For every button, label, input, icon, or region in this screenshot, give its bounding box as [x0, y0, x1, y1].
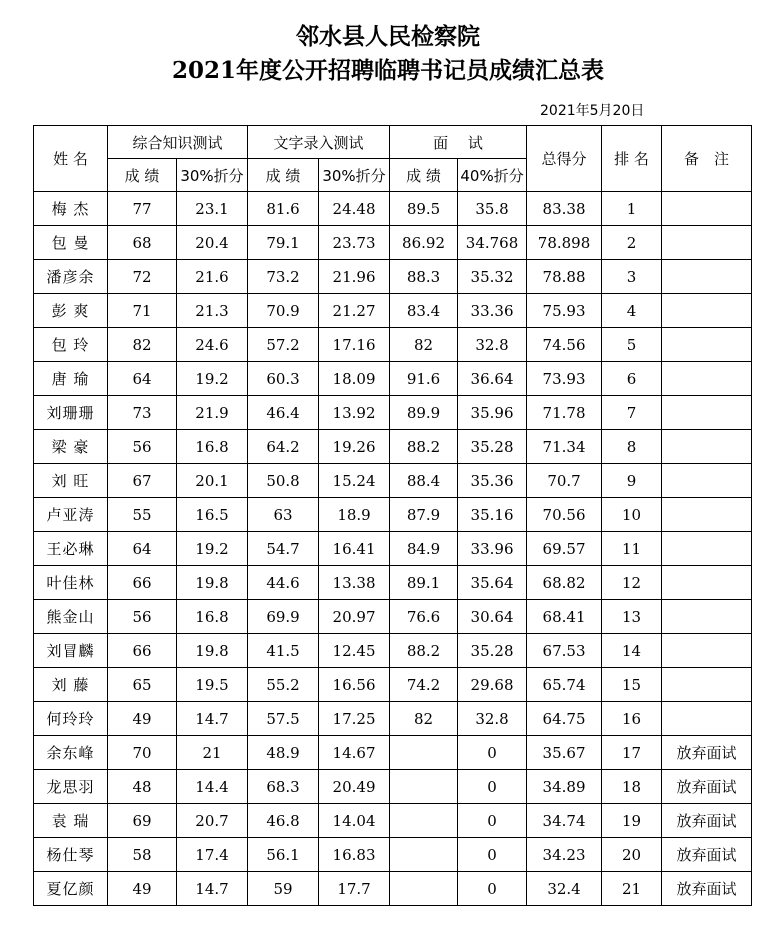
header-interview-40pct: 40%折分 [458, 159, 527, 192]
cell-total: 78.898 [527, 226, 602, 260]
cell-name: 袁 瑞 [34, 804, 108, 838]
cell-typing-score: 60.3 [248, 362, 319, 396]
cell-knowledge-30pct: 24.6 [177, 328, 248, 362]
cell-knowledge-30pct: 19.2 [177, 362, 248, 396]
cell-total: 64.75 [527, 702, 602, 736]
cell-knowledge-score: 82 [108, 328, 177, 362]
score-table [33, 125, 752, 906]
cell-name: 叶佳林 [34, 566, 108, 600]
table-row [34, 328, 752, 362]
cell-knowledge-score: 48 [108, 770, 177, 804]
cell-interview-40pct: 35.28 [458, 634, 527, 668]
cell-interview-score [390, 872, 458, 906]
table-row [34, 838, 752, 872]
cell-rank: 12 [602, 566, 662, 600]
cell-typing-score: 44.6 [248, 566, 319, 600]
cell-typing-30pct: 16.83 [319, 838, 390, 872]
cell-typing-score: 63 [248, 498, 319, 532]
cell-typing-score: 54.7 [248, 532, 319, 566]
cell-typing-30pct: 16.41 [319, 532, 390, 566]
cell-name: 彭 爽 [34, 294, 108, 328]
cell-knowledge-score: 56 [108, 430, 177, 464]
cell-interview-40pct: 36.64 [458, 362, 527, 396]
cell-interview-score: 88.2 [390, 634, 458, 668]
table-row [34, 532, 752, 566]
cell-remark [662, 498, 752, 532]
cell-knowledge-score: 64 [108, 362, 177, 396]
cell-interview-40pct: 0 [458, 872, 527, 906]
cell-knowledge-30pct: 14.7 [177, 872, 248, 906]
cell-typing-30pct: 20.49 [319, 770, 390, 804]
cell-interview-score [390, 804, 458, 838]
cell-total: 73.93 [527, 362, 602, 396]
cell-interview-40pct: 35.36 [458, 464, 527, 498]
cell-name: 夏亿颜 [34, 872, 108, 906]
cell-interview-40pct: 30.64 [458, 600, 527, 634]
header-typing: 文字录入测试 [248, 126, 390, 159]
cell-knowledge-30pct: 16.8 [177, 600, 248, 634]
header-interview: 面 试 [390, 126, 527, 159]
cell-interview-40pct: 0 [458, 770, 527, 804]
header-total: 总得分 [527, 126, 602, 192]
cell-interview-score: 89.9 [390, 396, 458, 430]
cell-total: 34.23 [527, 838, 602, 872]
cell-interview-score [390, 770, 458, 804]
cell-knowledge-30pct: 20.4 [177, 226, 248, 260]
cell-knowledge-score: 67 [108, 464, 177, 498]
cell-interview-40pct: 34.768 [458, 226, 527, 260]
table-row [34, 260, 752, 294]
cell-interview-40pct: 33.96 [458, 532, 527, 566]
cell-remark [662, 464, 752, 498]
cell-remark: 放弃面试 [662, 804, 752, 838]
cell-typing-score: 57.2 [248, 328, 319, 362]
cell-total: 83.38 [527, 192, 602, 226]
cell-typing-30pct: 19.26 [319, 430, 390, 464]
cell-name: 刘冒麟 [34, 634, 108, 668]
table-row [34, 804, 752, 838]
cell-knowledge-score: 72 [108, 260, 177, 294]
cell-total: 78.88 [527, 260, 602, 294]
cell-interview-score: 91.6 [390, 362, 458, 396]
cell-knowledge-score: 66 [108, 634, 177, 668]
table-row [34, 634, 752, 668]
table-row [34, 362, 752, 396]
cell-name: 王必琳 [34, 532, 108, 566]
cell-rank: 7 [602, 396, 662, 430]
cell-knowledge-score: 71 [108, 294, 177, 328]
cell-total: 35.67 [527, 736, 602, 770]
cell-total: 70.7 [527, 464, 602, 498]
table-row [34, 566, 752, 600]
cell-total: 71.34 [527, 430, 602, 464]
cell-interview-score: 89.1 [390, 566, 458, 600]
cell-typing-30pct: 24.48 [319, 192, 390, 226]
cell-rank: 6 [602, 362, 662, 396]
cell-typing-score: 59 [248, 872, 319, 906]
cell-name: 龙思羽 [34, 770, 108, 804]
cell-typing-score: 48.9 [248, 736, 319, 770]
cell-knowledge-score: 69 [108, 804, 177, 838]
cell-interview-score: 86.92 [390, 226, 458, 260]
cell-knowledge-score: 70 [108, 736, 177, 770]
cell-typing-score: 46.8 [248, 804, 319, 838]
cell-remark [662, 396, 752, 430]
header-knowledge: 综合知识测试 [108, 126, 248, 159]
cell-knowledge-30pct: 17.4 [177, 838, 248, 872]
cell-knowledge-30pct: 14.7 [177, 702, 248, 736]
cell-total: 70.56 [527, 498, 602, 532]
cell-interview-score: 76.6 [390, 600, 458, 634]
cell-rank: 9 [602, 464, 662, 498]
table-row [34, 498, 752, 532]
table-row [34, 600, 752, 634]
cell-typing-30pct: 20.97 [319, 600, 390, 634]
cell-knowledge-30pct: 21.3 [177, 294, 248, 328]
table-row [34, 736, 752, 770]
cell-remark [662, 702, 752, 736]
cell-total: 67.53 [527, 634, 602, 668]
cell-remark [662, 328, 752, 362]
cell-knowledge-score: 49 [108, 702, 177, 736]
cell-rank: 4 [602, 294, 662, 328]
cell-name: 卢亚涛 [34, 498, 108, 532]
cell-interview-score: 82 [390, 328, 458, 362]
cell-interview-40pct: 35.64 [458, 566, 527, 600]
cell-typing-30pct: 16.56 [319, 668, 390, 702]
cell-rank: 5 [602, 328, 662, 362]
cell-name: 何玲玲 [34, 702, 108, 736]
cell-interview-40pct: 35.8 [458, 192, 527, 226]
table-row [34, 668, 752, 702]
cell-rank: 15 [602, 668, 662, 702]
cell-knowledge-score: 56 [108, 600, 177, 634]
cell-knowledge-score: 77 [108, 192, 177, 226]
cell-interview-score: 84.9 [390, 532, 458, 566]
cell-rank: 18 [602, 770, 662, 804]
table-row [34, 464, 752, 498]
cell-name: 唐 瑜 [34, 362, 108, 396]
cell-interview-score [390, 838, 458, 872]
cell-typing-score: 50.8 [248, 464, 319, 498]
table-row [34, 872, 752, 906]
cell-typing-30pct: 23.73 [319, 226, 390, 260]
cell-total: 32.4 [527, 872, 602, 906]
cell-remark: 放弃面试 [662, 872, 752, 906]
cell-typing-score: 70.9 [248, 294, 319, 328]
cell-interview-40pct: 0 [458, 838, 527, 872]
cell-remark [662, 226, 752, 260]
cell-knowledge-30pct: 21.6 [177, 260, 248, 294]
cell-name: 梅 杰 [34, 192, 108, 226]
cell-knowledge-30pct: 20.7 [177, 804, 248, 838]
header-interview-score: 成 绩 [390, 159, 458, 192]
cell-remark [662, 668, 752, 702]
cell-typing-30pct: 15.24 [319, 464, 390, 498]
cell-rank: 2 [602, 226, 662, 260]
header-typing-30pct: 30%折分 [319, 159, 390, 192]
cell-remark [662, 532, 752, 566]
cell-knowledge-30pct: 16.8 [177, 430, 248, 464]
header-remark: 备 注 [662, 126, 752, 192]
cell-total: 65.74 [527, 668, 602, 702]
cell-remark [662, 600, 752, 634]
cell-typing-30pct: 21.27 [319, 294, 390, 328]
cell-rank: 11 [602, 532, 662, 566]
cell-remark [662, 294, 752, 328]
cell-knowledge-30pct: 16.5 [177, 498, 248, 532]
cell-typing-score: 73.2 [248, 260, 319, 294]
header-rank: 排 名 [602, 126, 662, 192]
cell-name: 包 曼 [34, 226, 108, 260]
cell-interview-score: 87.9 [390, 498, 458, 532]
cell-total: 34.74 [527, 804, 602, 838]
cell-interview-40pct: 35.96 [458, 396, 527, 430]
cell-knowledge-30pct: 20.1 [177, 464, 248, 498]
table-row [34, 192, 752, 226]
cell-typing-score: 56.1 [248, 838, 319, 872]
cell-typing-score: 55.2 [248, 668, 319, 702]
cell-rank: 1 [602, 192, 662, 226]
cell-name: 杨仕琴 [34, 838, 108, 872]
cell-typing-score: 57.5 [248, 702, 319, 736]
table-row [34, 294, 752, 328]
cell-remark [662, 362, 752, 396]
cell-remark: 放弃面试 [662, 770, 752, 804]
cell-typing-30pct: 17.25 [319, 702, 390, 736]
table-row [34, 430, 752, 464]
cell-interview-score: 89.5 [390, 192, 458, 226]
cell-interview-40pct: 0 [458, 736, 527, 770]
cell-interview-score: 82 [390, 702, 458, 736]
table-row [34, 702, 752, 736]
cell-name: 刘 藤 [34, 668, 108, 702]
cell-rank: 20 [602, 838, 662, 872]
cell-knowledge-30pct: 19.8 [177, 634, 248, 668]
table-row [34, 396, 752, 430]
cell-rank: 17 [602, 736, 662, 770]
cell-total: 75.93 [527, 294, 602, 328]
cell-interview-40pct: 32.8 [458, 702, 527, 736]
cell-typing-30pct: 18.9 [319, 498, 390, 532]
cell-total: 74.56 [527, 328, 602, 362]
cell-interview-40pct: 33.36 [458, 294, 527, 328]
cell-interview-40pct: 0 [458, 804, 527, 838]
cell-total: 68.82 [527, 566, 602, 600]
cell-typing-30pct: 17.16 [319, 328, 390, 362]
cell-knowledge-30pct: 23.1 [177, 192, 248, 226]
cell-interview-score [390, 736, 458, 770]
cell-remark [662, 566, 752, 600]
cell-interview-40pct: 29.68 [458, 668, 527, 702]
cell-interview-score: 88.2 [390, 430, 458, 464]
document-title: 邻水县人民检察院 [296, 23, 480, 50]
cell-interview-40pct: 35.32 [458, 260, 527, 294]
cell-name: 梁 豪 [34, 430, 108, 464]
cell-typing-30pct: 18.09 [319, 362, 390, 396]
table-row [34, 226, 752, 260]
cell-total: 69.57 [527, 532, 602, 566]
cell-typing-score: 81.6 [248, 192, 319, 226]
cell-name: 余东峰 [34, 736, 108, 770]
header-typing-score: 成 绩 [248, 159, 319, 192]
cell-name: 刘珊珊 [34, 396, 108, 430]
cell-typing-score: 68.3 [248, 770, 319, 804]
cell-knowledge-30pct: 19.2 [177, 532, 248, 566]
cell-name: 刘 旺 [34, 464, 108, 498]
cell-typing-30pct: 21.96 [319, 260, 390, 294]
cell-remark: 放弃面试 [662, 736, 752, 770]
cell-rank: 3 [602, 260, 662, 294]
cell-rank: 19 [602, 804, 662, 838]
cell-rank: 13 [602, 600, 662, 634]
cell-rank: 10 [602, 498, 662, 532]
cell-typing-score: 41.5 [248, 634, 319, 668]
cell-remark [662, 634, 752, 668]
cell-name: 潘彦余 [34, 260, 108, 294]
cell-interview-score: 88.4 [390, 464, 458, 498]
cell-name: 熊金山 [34, 600, 108, 634]
cell-name: 包 玲 [34, 328, 108, 362]
cell-typing-30pct: 12.45 [319, 634, 390, 668]
cell-knowledge-score: 66 [108, 566, 177, 600]
cell-typing-30pct: 17.7 [319, 872, 390, 906]
cell-knowledge-score: 55 [108, 498, 177, 532]
cell-remark [662, 260, 752, 294]
cell-interview-score: 88.3 [390, 260, 458, 294]
cell-rank: 21 [602, 872, 662, 906]
table-header [34, 126, 752, 192]
cell-total: 71.78 [527, 396, 602, 430]
document-subtitle: 2021年度公开招聘临聘书记员成绩汇总表 [171, 57, 604, 84]
cell-knowledge-30pct: 14.4 [177, 770, 248, 804]
cell-knowledge-score: 58 [108, 838, 177, 872]
cell-knowledge-30pct: 19.8 [177, 566, 248, 600]
document-date: 2021年5月20日 [540, 103, 645, 119]
cell-knowledge-score: 64 [108, 532, 177, 566]
cell-typing-30pct: 14.04 [319, 804, 390, 838]
table-row [34, 770, 752, 804]
cell-knowledge-score: 73 [108, 396, 177, 430]
cell-interview-40pct: 32.8 [458, 328, 527, 362]
cell-remark [662, 430, 752, 464]
cell-knowledge-score: 65 [108, 668, 177, 702]
header-name: 姓 名 [34, 126, 108, 192]
cell-total: 68.41 [527, 600, 602, 634]
cell-total: 34.89 [527, 770, 602, 804]
cell-typing-score: 64.2 [248, 430, 319, 464]
cell-knowledge-score: 68 [108, 226, 177, 260]
cell-rank: 16 [602, 702, 662, 736]
cell-knowledge-30pct: 19.5 [177, 668, 248, 702]
cell-remark [662, 192, 752, 226]
cell-knowledge-score: 49 [108, 872, 177, 906]
header-knowledge-30pct: 30%折分 [177, 159, 248, 192]
cell-rank: 8 [602, 430, 662, 464]
cell-interview-40pct: 35.28 [458, 430, 527, 464]
cell-typing-score: 46.4 [248, 396, 319, 430]
cell-typing-30pct: 13.38 [319, 566, 390, 600]
cell-typing-30pct: 13.92 [319, 396, 390, 430]
cell-typing-score: 69.9 [248, 600, 319, 634]
header-knowledge-score: 成 绩 [108, 159, 177, 192]
cell-interview-score: 83.4 [390, 294, 458, 328]
cell-typing-30pct: 14.67 [319, 736, 390, 770]
cell-knowledge-30pct: 21.9 [177, 396, 248, 430]
cell-typing-score: 79.1 [248, 226, 319, 260]
cell-rank: 14 [602, 634, 662, 668]
cell-interview-40pct: 35.16 [458, 498, 527, 532]
cell-interview-score: 74.2 [390, 668, 458, 702]
cell-remark: 放弃面试 [662, 838, 752, 872]
cell-knowledge-30pct: 21 [177, 736, 248, 770]
table-body [34, 192, 752, 906]
